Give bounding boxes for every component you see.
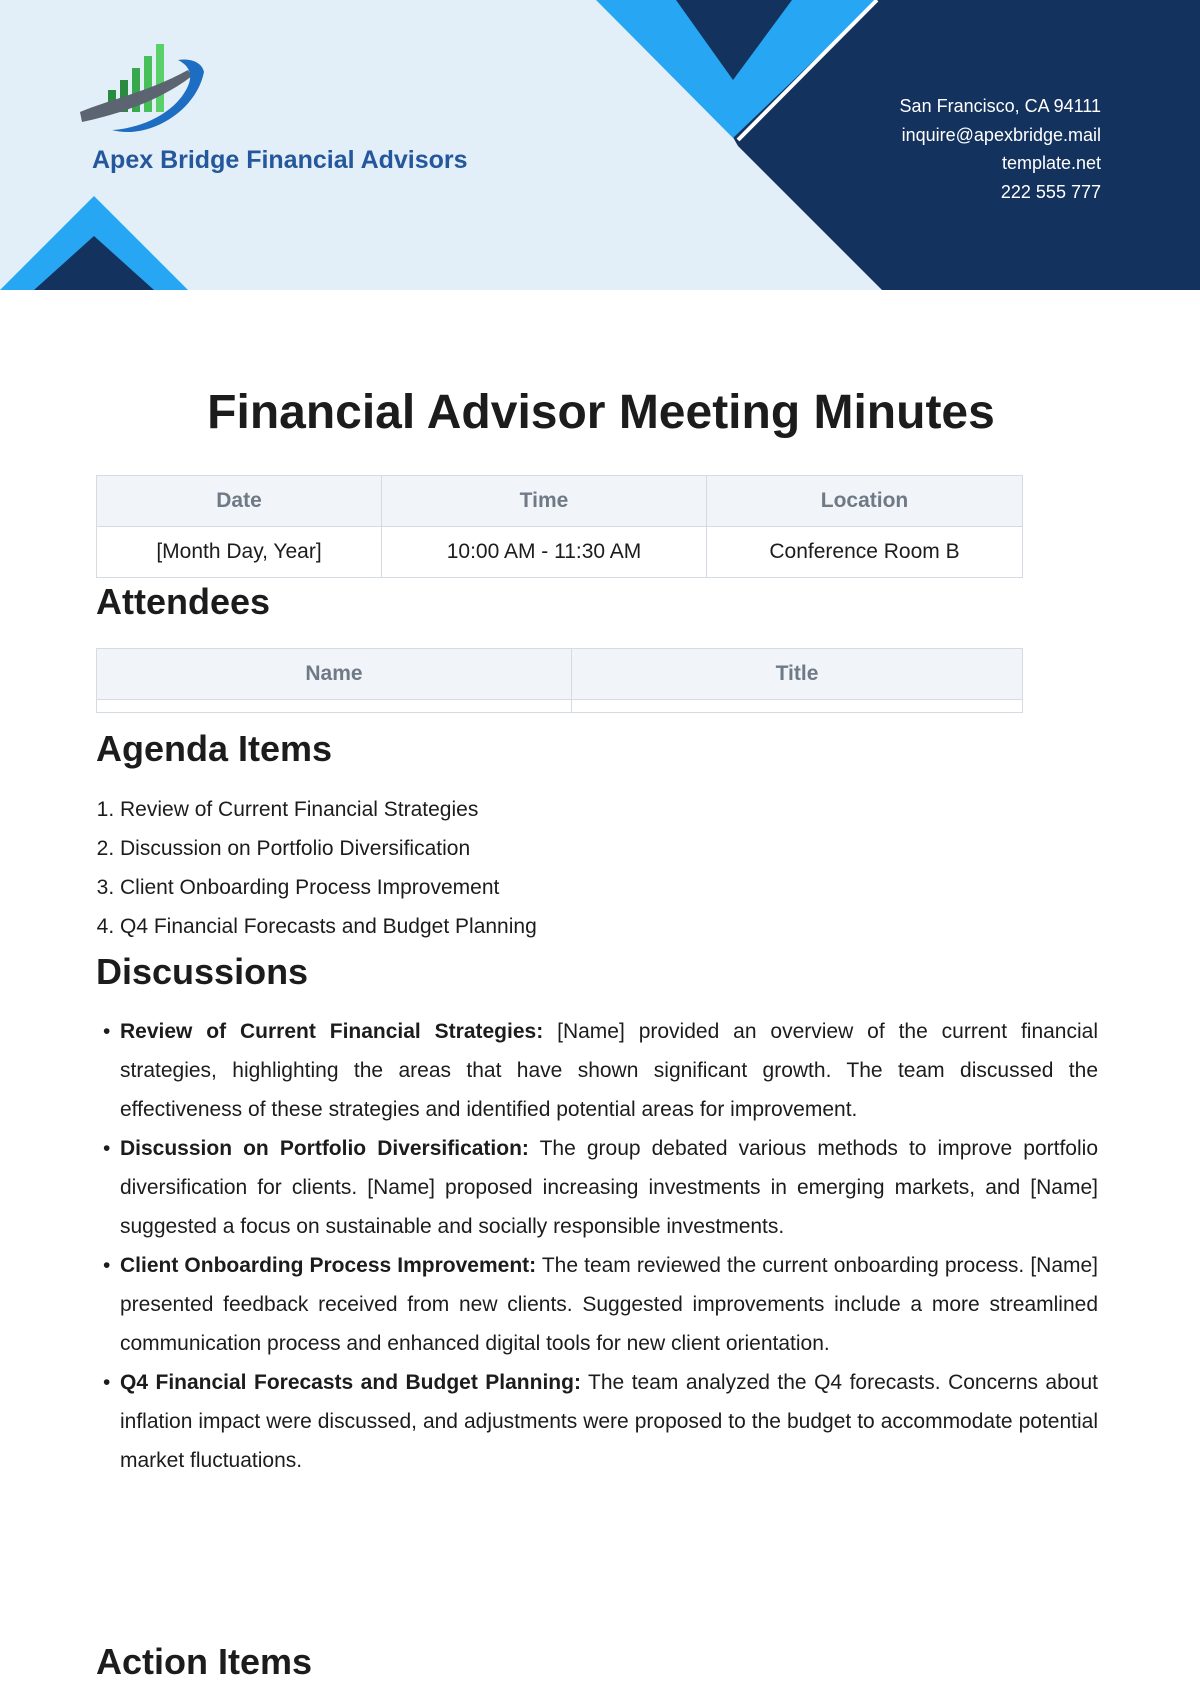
- address-text: San Francisco, CA 94111: [899, 96, 1101, 116]
- meeting-date-value: [Month Day, Year]: [97, 527, 382, 578]
- discussions-list: [96, 1012, 1098, 1480]
- bullet-icon: •: [103, 1254, 111, 1277]
- table-row: [97, 700, 1023, 713]
- agenda-heading: Agenda Items: [96, 728, 333, 769]
- attendees-header-title: Title: [572, 649, 1023, 700]
- contact-block: [900, 92, 1101, 206]
- discussion-label: Client Onboarding Process Improvement:: [120, 1254, 537, 1277]
- list-item: 4. Q4 Financial Forecasts and Budget Planning: [120, 907, 537, 946]
- website-text: template.net: [1001, 153, 1101, 173]
- email-text: inquire@apexbridge.mail: [901, 124, 1101, 145]
- page-title: Financial Advisor Meeting Minutes: [207, 386, 995, 439]
- list-item: [103, 1363, 1098, 1480]
- discussions-heading: Discussions: [96, 951, 309, 992]
- attendees-header-name: Name: [97, 649, 572, 700]
- discussion-label: Discussion on Portfolio Diversification:: [120, 1137, 529, 1160]
- attendee-title-cell: [572, 700, 1023, 713]
- discussion-text: The group debated various methods to improve portfolio diversification for clients. [Name] proposed increasing investments in emerging markets, and [Name] suggested a focus on sustainable and socially responsible investments.: [120, 1137, 1098, 1238]
- company-logo-icon: [78, 42, 208, 142]
- discussion-label: Q4 Financial Forecasts and Budget Planning:: [120, 1371, 581, 1394]
- list-item: 3. Client Onboarding Process Improvement: [120, 868, 537, 907]
- discussion-label: Review of Current Financial Strategies:: [120, 1020, 544, 1043]
- meeting-info-header-location: Location: [707, 476, 1023, 527]
- attendees-heading: Attendees: [96, 581, 271, 622]
- discussion-text: [Name] provided an overview of the current financial strategies, highlighting the areas that have shown significant growth. The team discussed the effectiveness of these strategies and identified potential areas for improvement.: [120, 1020, 1098, 1121]
- discussion-text: The team reviewed the current onboarding process. [Name] presented feedback received from new clients. Suggested improvements include a more streamlined communication process and enhanced digital tools for new client orientation.: [120, 1254, 1098, 1355]
- bullet-icon: •: [103, 1020, 111, 1043]
- meeting-location-value: Conference Room B: [707, 527, 1023, 578]
- list-item: [103, 1129, 1098, 1246]
- bullet-icon: •: [103, 1371, 111, 1394]
- attendee-name-cell: [97, 700, 572, 713]
- attendees-table: [96, 648, 1023, 713]
- meeting-info-header-time: Time: [382, 476, 707, 527]
- list-item: [103, 1012, 1098, 1129]
- bullet-icon: •: [103, 1137, 111, 1160]
- agenda-list: [96, 790, 537, 946]
- phone-text: 222 555 777: [1000, 181, 1101, 202]
- header-banner: [0, 0, 1200, 290]
- list-item: 1. Review of Current Financial Strategies: [120, 790, 537, 829]
- action-items-heading: Action Items: [96, 1641, 313, 1682]
- meeting-info-header-date: Date: [97, 476, 382, 527]
- meeting-info-table: [96, 475, 1023, 578]
- discussion-text: The team analyzed the Q4 forecasts. Concerns about inflation impact were discussed, and adjustments were proposed to the budget to accommodate potential market fluctuations.: [120, 1371, 1098, 1472]
- company-name: Apex Bridge Financial Advisors: [92, 146, 468, 174]
- meeting-time-value: 10:00 AM - 11:30 AM: [382, 527, 707, 578]
- list-item: [103, 1246, 1098, 1363]
- list-item: 2. Discussion on Portfolio Diversification: [120, 829, 537, 868]
